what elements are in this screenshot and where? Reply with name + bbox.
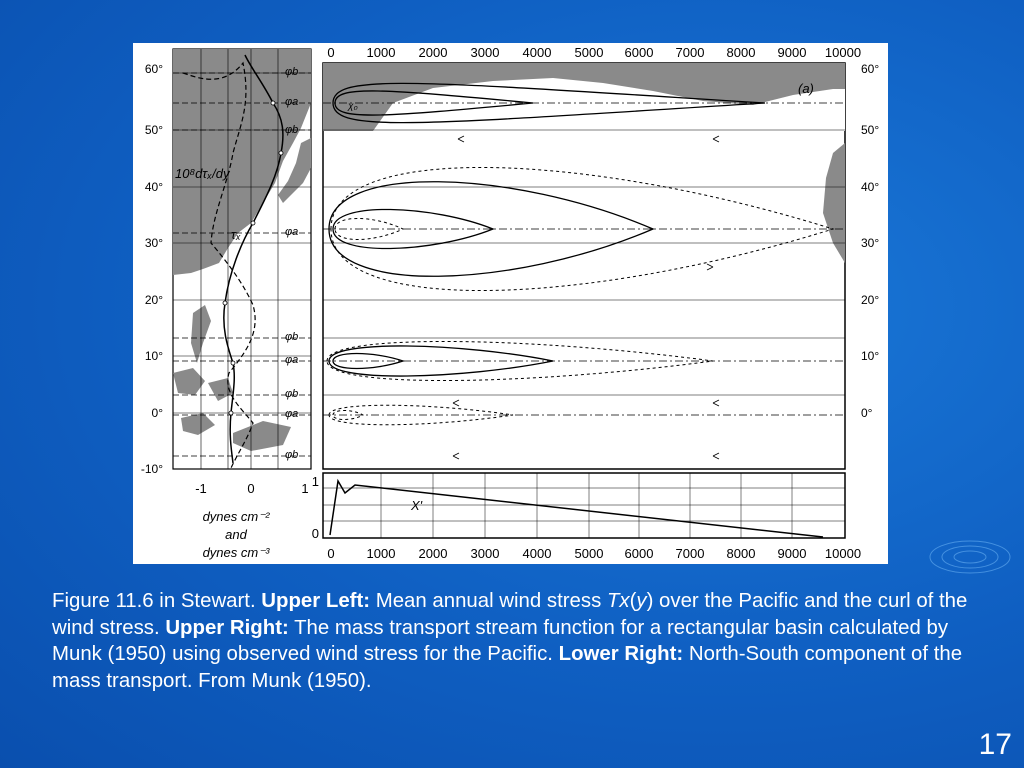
lat-label: 20°: [144, 293, 163, 307]
lat-label: 30°: [144, 236, 163, 250]
phi-label: φa: [285, 96, 299, 108]
x-tick-top: 2000: [418, 45, 448, 60]
lat-label: 50°: [144, 123, 163, 137]
lat-label-right: 10°: [861, 349, 880, 363]
phi-label: φb: [285, 388, 299, 400]
phi-label: φb: [285, 449, 299, 461]
x-tick-top: 6000: [624, 45, 654, 60]
slide-number: 17: [978, 728, 1012, 761]
x-tick-top: 5000: [574, 45, 604, 60]
mass-transport-panel: [312, 473, 861, 561]
tx-label: τₓ: [231, 227, 241, 242]
lat-label: 10°: [144, 349, 163, 363]
lat-label-right: 0°: [861, 406, 873, 420]
panel-tag: (a): [798, 81, 814, 96]
x-tick-top: 8000: [726, 45, 756, 60]
asia-land: [173, 49, 311, 275]
x-tick-bottom: 10000: [824, 546, 862, 561]
x-tick-bottom: 6000: [624, 546, 654, 561]
east-land: [823, 143, 845, 263]
x-tick-bottom: 5000: [574, 546, 604, 561]
x-tick-top: 3000: [470, 45, 500, 60]
lat-label: 40°: [144, 180, 163, 194]
stream-function-panel: [323, 45, 879, 469]
lat-label: -10°: [140, 462, 163, 476]
lat-label-right: 40°: [861, 180, 880, 194]
curl-label: 10⁸dτₓ/dy: [175, 166, 230, 181]
left-x-tick: 1: [301, 481, 309, 496]
newguinea-land: [233, 421, 291, 451]
caption-heading-lower-right: Lower Right:: [558, 643, 684, 665]
indonesia-land: [173, 368, 233, 435]
phi-label: φa: [285, 354, 299, 366]
caption-heading-upper-left: Upper Left:: [261, 590, 371, 612]
wind-stress-panel: [141, 49, 311, 560]
x-tick-bottom: 7000: [675, 546, 705, 561]
phi-label: φb: [285, 331, 299, 343]
x-tick-bottom: 9000: [777, 546, 807, 561]
phi-label: φb: [285, 124, 299, 136]
lat-label-right: 20°: [861, 293, 880, 307]
figure-caption: Figure 11.6 in Stewart. Upper Left: Mean annual wind stress Tx(y) over the Pacific and the curl of the wind stress. Upper Right: The mass transport stream function for a rectangular basin calculated by Munk (1950) using observed wind stress for the Pacific. Lower Right: North-South component of the mass transport. From Munk (1950).: [52, 590, 968, 692]
x-tick-bottom: 0: [327, 546, 335, 561]
lat-label: 0°: [151, 406, 163, 420]
lower-curve-label: X': [411, 498, 423, 513]
units-line-2: and: [225, 527, 247, 542]
transport-curve: [330, 481, 823, 537]
left-x-tick: -1: [195, 481, 207, 496]
caption-heading-upper-right: Upper Right:: [165, 616, 289, 639]
x-tick-top: 4000: [522, 45, 552, 60]
x-tick-top: 9000: [777, 45, 807, 60]
chi-label: χ₀: [348, 101, 358, 112]
units-line-1: dynes cm⁻²: [202, 509, 270, 524]
units-line-3: dynes cm⁻³: [202, 545, 270, 560]
lower-y-tick: 1: [311, 474, 319, 489]
x-tick-bottom: 1000: [366, 546, 396, 561]
x-tick-bottom: 2000: [418, 546, 448, 561]
lat-label-right: 60°: [861, 62, 880, 76]
lower-y-tick: 0: [311, 526, 319, 541]
phi-label: φb: [285, 66, 299, 78]
x-tick-bottom: 3000: [470, 546, 500, 561]
munk-figure: [133, 43, 888, 564]
phi-label: φa: [285, 226, 299, 238]
lat-label-right: 30°: [861, 236, 880, 250]
lat-label-right: 50°: [861, 123, 880, 137]
left-x-tick: 0: [247, 481, 255, 496]
x-tick-top: 1000: [366, 45, 396, 60]
lat-label: 60°: [144, 62, 163, 76]
x-tick-bottom: 8000: [726, 546, 756, 561]
x-tick-bottom: 4000: [522, 546, 552, 561]
x-tick-top: 0: [327, 45, 335, 60]
phi-label: φa: [285, 408, 299, 420]
water-ripple-decoration: [925, 522, 1015, 592]
x-tick-top: 7000: [675, 45, 705, 60]
x-tick-top: 10000: [824, 45, 862, 60]
